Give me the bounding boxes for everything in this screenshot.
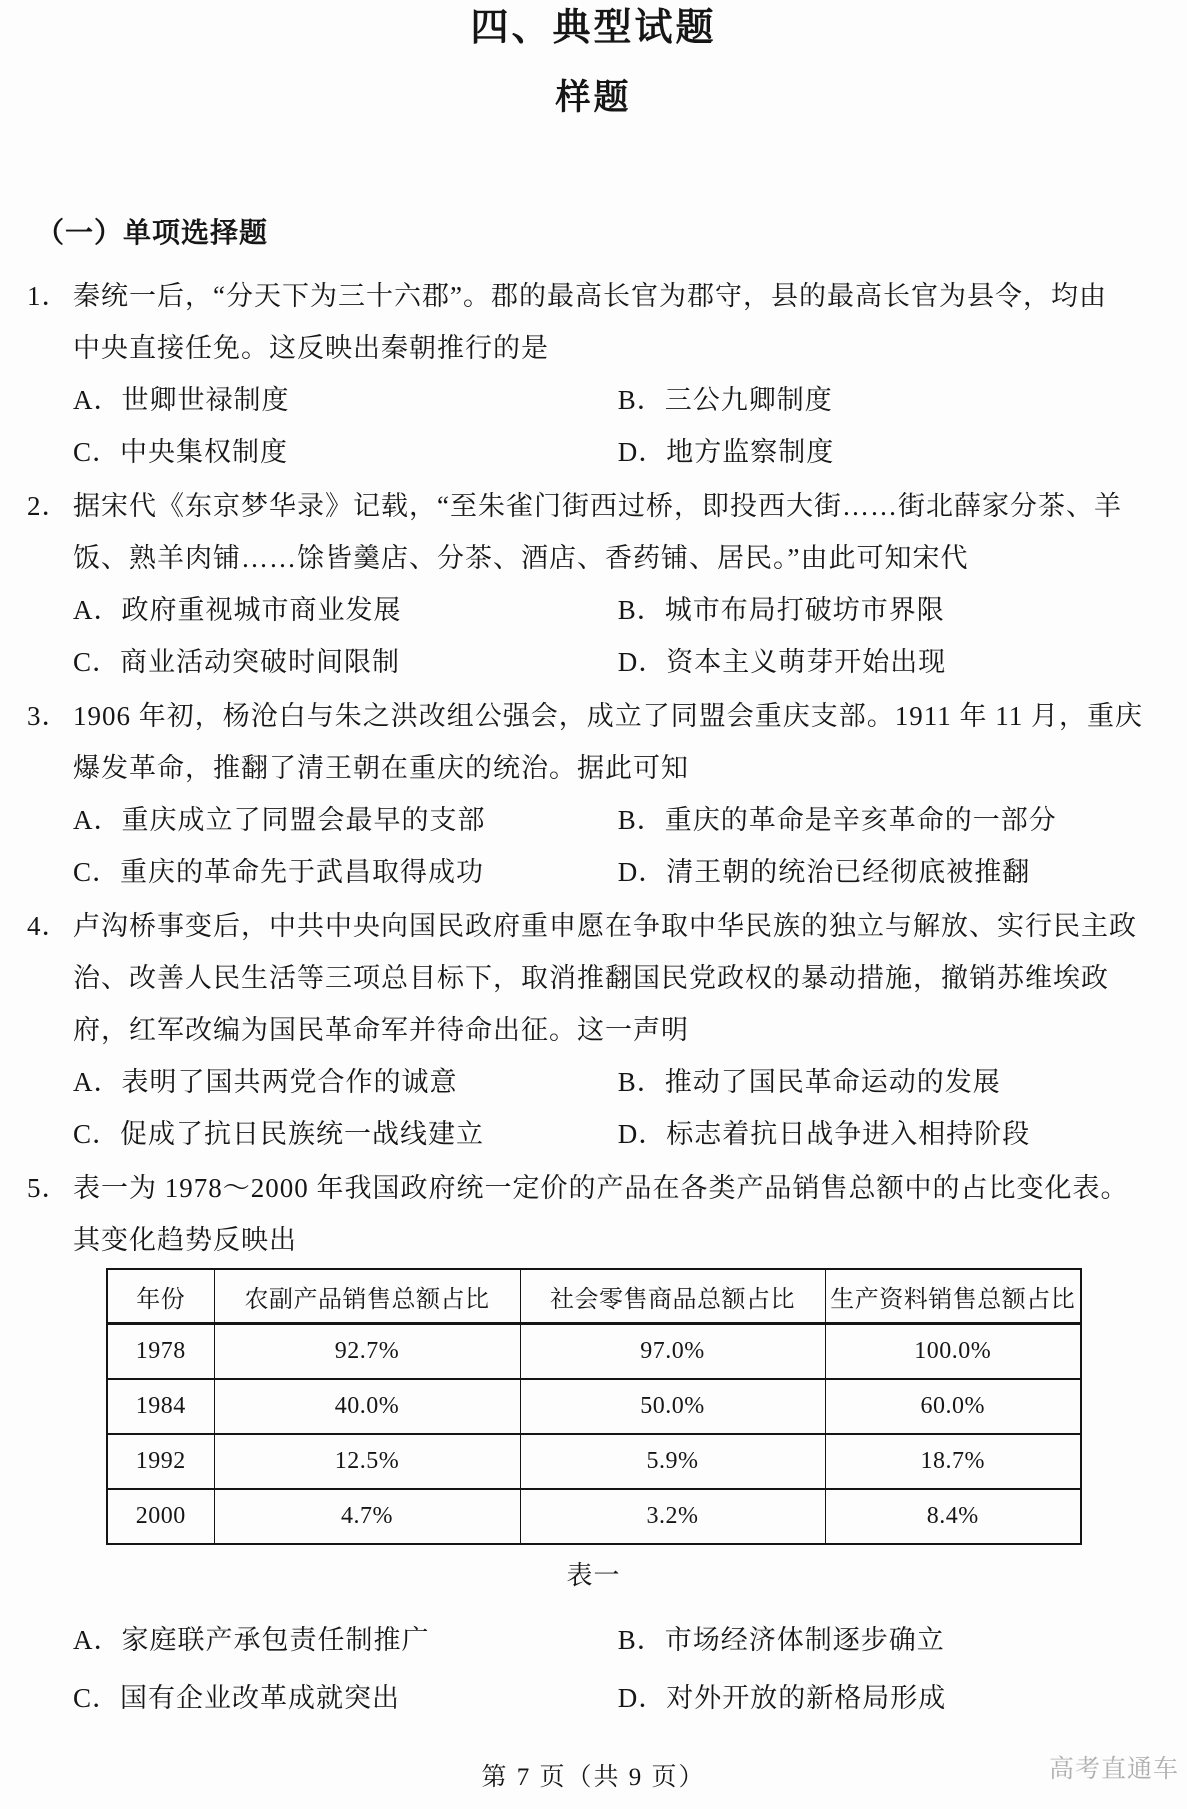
table-cell: 18.7% <box>825 1434 1081 1489</box>
table-cell: 1978 <box>107 1324 214 1380</box>
question-text-line: 治、改善人民生活等三项总目标下，取消推翻国民党政权的暴动措施，撤销苏维埃政 <box>73 963 1109 993</box>
question-text-line: 秦统一后，“分天下为三十六郡”。郡的最高长官为郡守，县的最高长官为县令，均由 <box>73 281 1107 311</box>
section-heading: （一）单项选择题 <box>36 217 269 248</box>
table-header-cell: 农副产品销售总额占比 <box>214 1269 520 1324</box>
question-text-line: 中央直接任免。这反映出秦朝推行的是 <box>73 333 549 363</box>
option-b: B．三公九卿制度 <box>617 385 833 415</box>
table-cell: 8.4% <box>825 1489 1081 1544</box>
question-list <box>0 270 1187 1727</box>
table-row <box>107 1379 1081 1434</box>
question-5 <box>0 1162 1187 1266</box>
question-text-line: 1906 年初，杨沧白与朱之洪改组公强会，成立了同盟会重庆支部。1911 年 11 月，重庆 <box>73 701 1143 731</box>
option-b: B．城市布局打破坊市界限 <box>617 595 945 625</box>
option-c: C．中央集权制度 <box>73 437 289 467</box>
question-text-line: 表一为 1978～2000 年我国政府统一定价的产品在各类产品销售总额中的占比变化表。 <box>73 1173 1129 1203</box>
question-number: 3． <box>27 701 70 731</box>
question-number: 2． <box>27 491 70 521</box>
option-row <box>73 794 1187 846</box>
option-row <box>73 1108 1187 1160</box>
question-number: 5． <box>27 1173 70 1203</box>
table-header-row <box>107 1269 1081 1324</box>
option-c: C．商业活动突破时间限制 <box>73 647 401 677</box>
option-a: A．表明了国共两党合作的诚意 <box>73 1067 458 1097</box>
option-a: A．政府重视城市商业发展 <box>73 595 402 625</box>
option-row <box>73 1669 1187 1727</box>
table-header-cell: 社会零售商品总额占比 <box>520 1269 825 1324</box>
option-row <box>73 374 1187 426</box>
option-d: D．地方监察制度 <box>617 437 835 467</box>
question-4 <box>0 900 1187 1160</box>
question-number: 1． <box>27 281 70 311</box>
table-cell: 4.7% <box>214 1489 520 1544</box>
question-text-line: 卢沟桥事变后，中共中央向国民政府重申愿在争取中华民族的独立与解放、实行民主政 <box>73 911 1137 941</box>
option-c: C．促成了抗日民族统一战线建立 <box>73 1119 485 1149</box>
option-a: A．重庆成立了同盟会最早的支部 <box>73 805 486 835</box>
question-5-options <box>0 1611 1187 1727</box>
option-row <box>73 584 1187 636</box>
option-b: B．推动了国民革命运动的发展 <box>617 1067 1001 1097</box>
question-text-line: 饭、熟羊肉铺……馀皆羹店、分茶、酒店、香药铺、居民。”由此可知宋代 <box>73 543 969 573</box>
table-cell: 60.0% <box>825 1379 1081 1434</box>
price-share-table <box>106 1268 1082 1545</box>
question-3 <box>0 690 1187 898</box>
table-cell: 50.0% <box>520 1379 825 1434</box>
table-header-cell: 年份 <box>107 1269 214 1324</box>
option-b: B．市场经济体制逐步确立 <box>617 1625 945 1655</box>
table-cell: 2000 <box>107 1489 214 1544</box>
table-row <box>107 1434 1081 1489</box>
table-caption: 表一 <box>566 1561 621 1590</box>
table-cell: 1992 <box>107 1434 214 1489</box>
option-row <box>73 426 1187 478</box>
option-a: A．世卿世禄制度 <box>73 385 290 415</box>
table-cell: 1984 <box>107 1379 214 1434</box>
option-d: D．资本主义萌芽开始出现 <box>617 647 947 677</box>
question-2 <box>0 480 1187 688</box>
table-cell: 97.0% <box>520 1324 825 1380</box>
option-row <box>73 1611 1187 1669</box>
option-d: D．标志着抗日战争进入相持阶段 <box>617 1119 1031 1149</box>
table-cell: 100.0% <box>825 1324 1081 1380</box>
table-cell: 3.2% <box>520 1489 825 1544</box>
table-row <box>107 1489 1081 1544</box>
question-text-line: 其变化趋势反映出 <box>73 1225 297 1255</box>
option-c: C．重庆的革命先于武昌取得成功 <box>73 857 485 887</box>
page-subtitle: 样题 <box>555 78 632 117</box>
table-cell: 12.5% <box>214 1434 520 1489</box>
question-number: 4． <box>27 911 70 941</box>
table-row <box>107 1324 1081 1380</box>
question-1 <box>0 270 1187 478</box>
table-cell: 92.7% <box>214 1324 520 1380</box>
table-cell: 40.0% <box>214 1379 520 1434</box>
option-b: B．重庆的革命是辛亥革命的一部分 <box>617 805 1057 835</box>
option-d: D．对外开放的新格局形成 <box>617 1683 947 1713</box>
option-d: D．清王朝的统治已经彻底被推翻 <box>617 857 1031 887</box>
watermark: 高考直通车 <box>1048 1755 1179 1783</box>
option-row <box>73 846 1187 898</box>
question-text-line: 据宋代《东京梦华录》记载，“至朱雀门街西过桥，即投西大街……街北薛家分茶、羊 <box>73 491 1122 521</box>
option-c: C．国有企业改革成就突出 <box>73 1683 401 1713</box>
question-text-line: 爆发革命，推翻了清王朝在重庆的统治。据此可知 <box>73 753 689 783</box>
table-header-cell: 生产资料销售总额占比 <box>825 1269 1081 1324</box>
page-number: 第 7 页（共 9 页） <box>481 1764 706 1791</box>
option-a: A．家庭联产承包责任制推广 <box>73 1625 430 1655</box>
option-row <box>73 636 1187 688</box>
page-title: 四、典型试题 <box>470 7 717 49</box>
option-row <box>73 1056 1187 1108</box>
table-cell: 5.9% <box>520 1434 825 1489</box>
question-text-line: 府，红军改编为国民革命军并待命出征。这一声明 <box>73 1015 689 1045</box>
